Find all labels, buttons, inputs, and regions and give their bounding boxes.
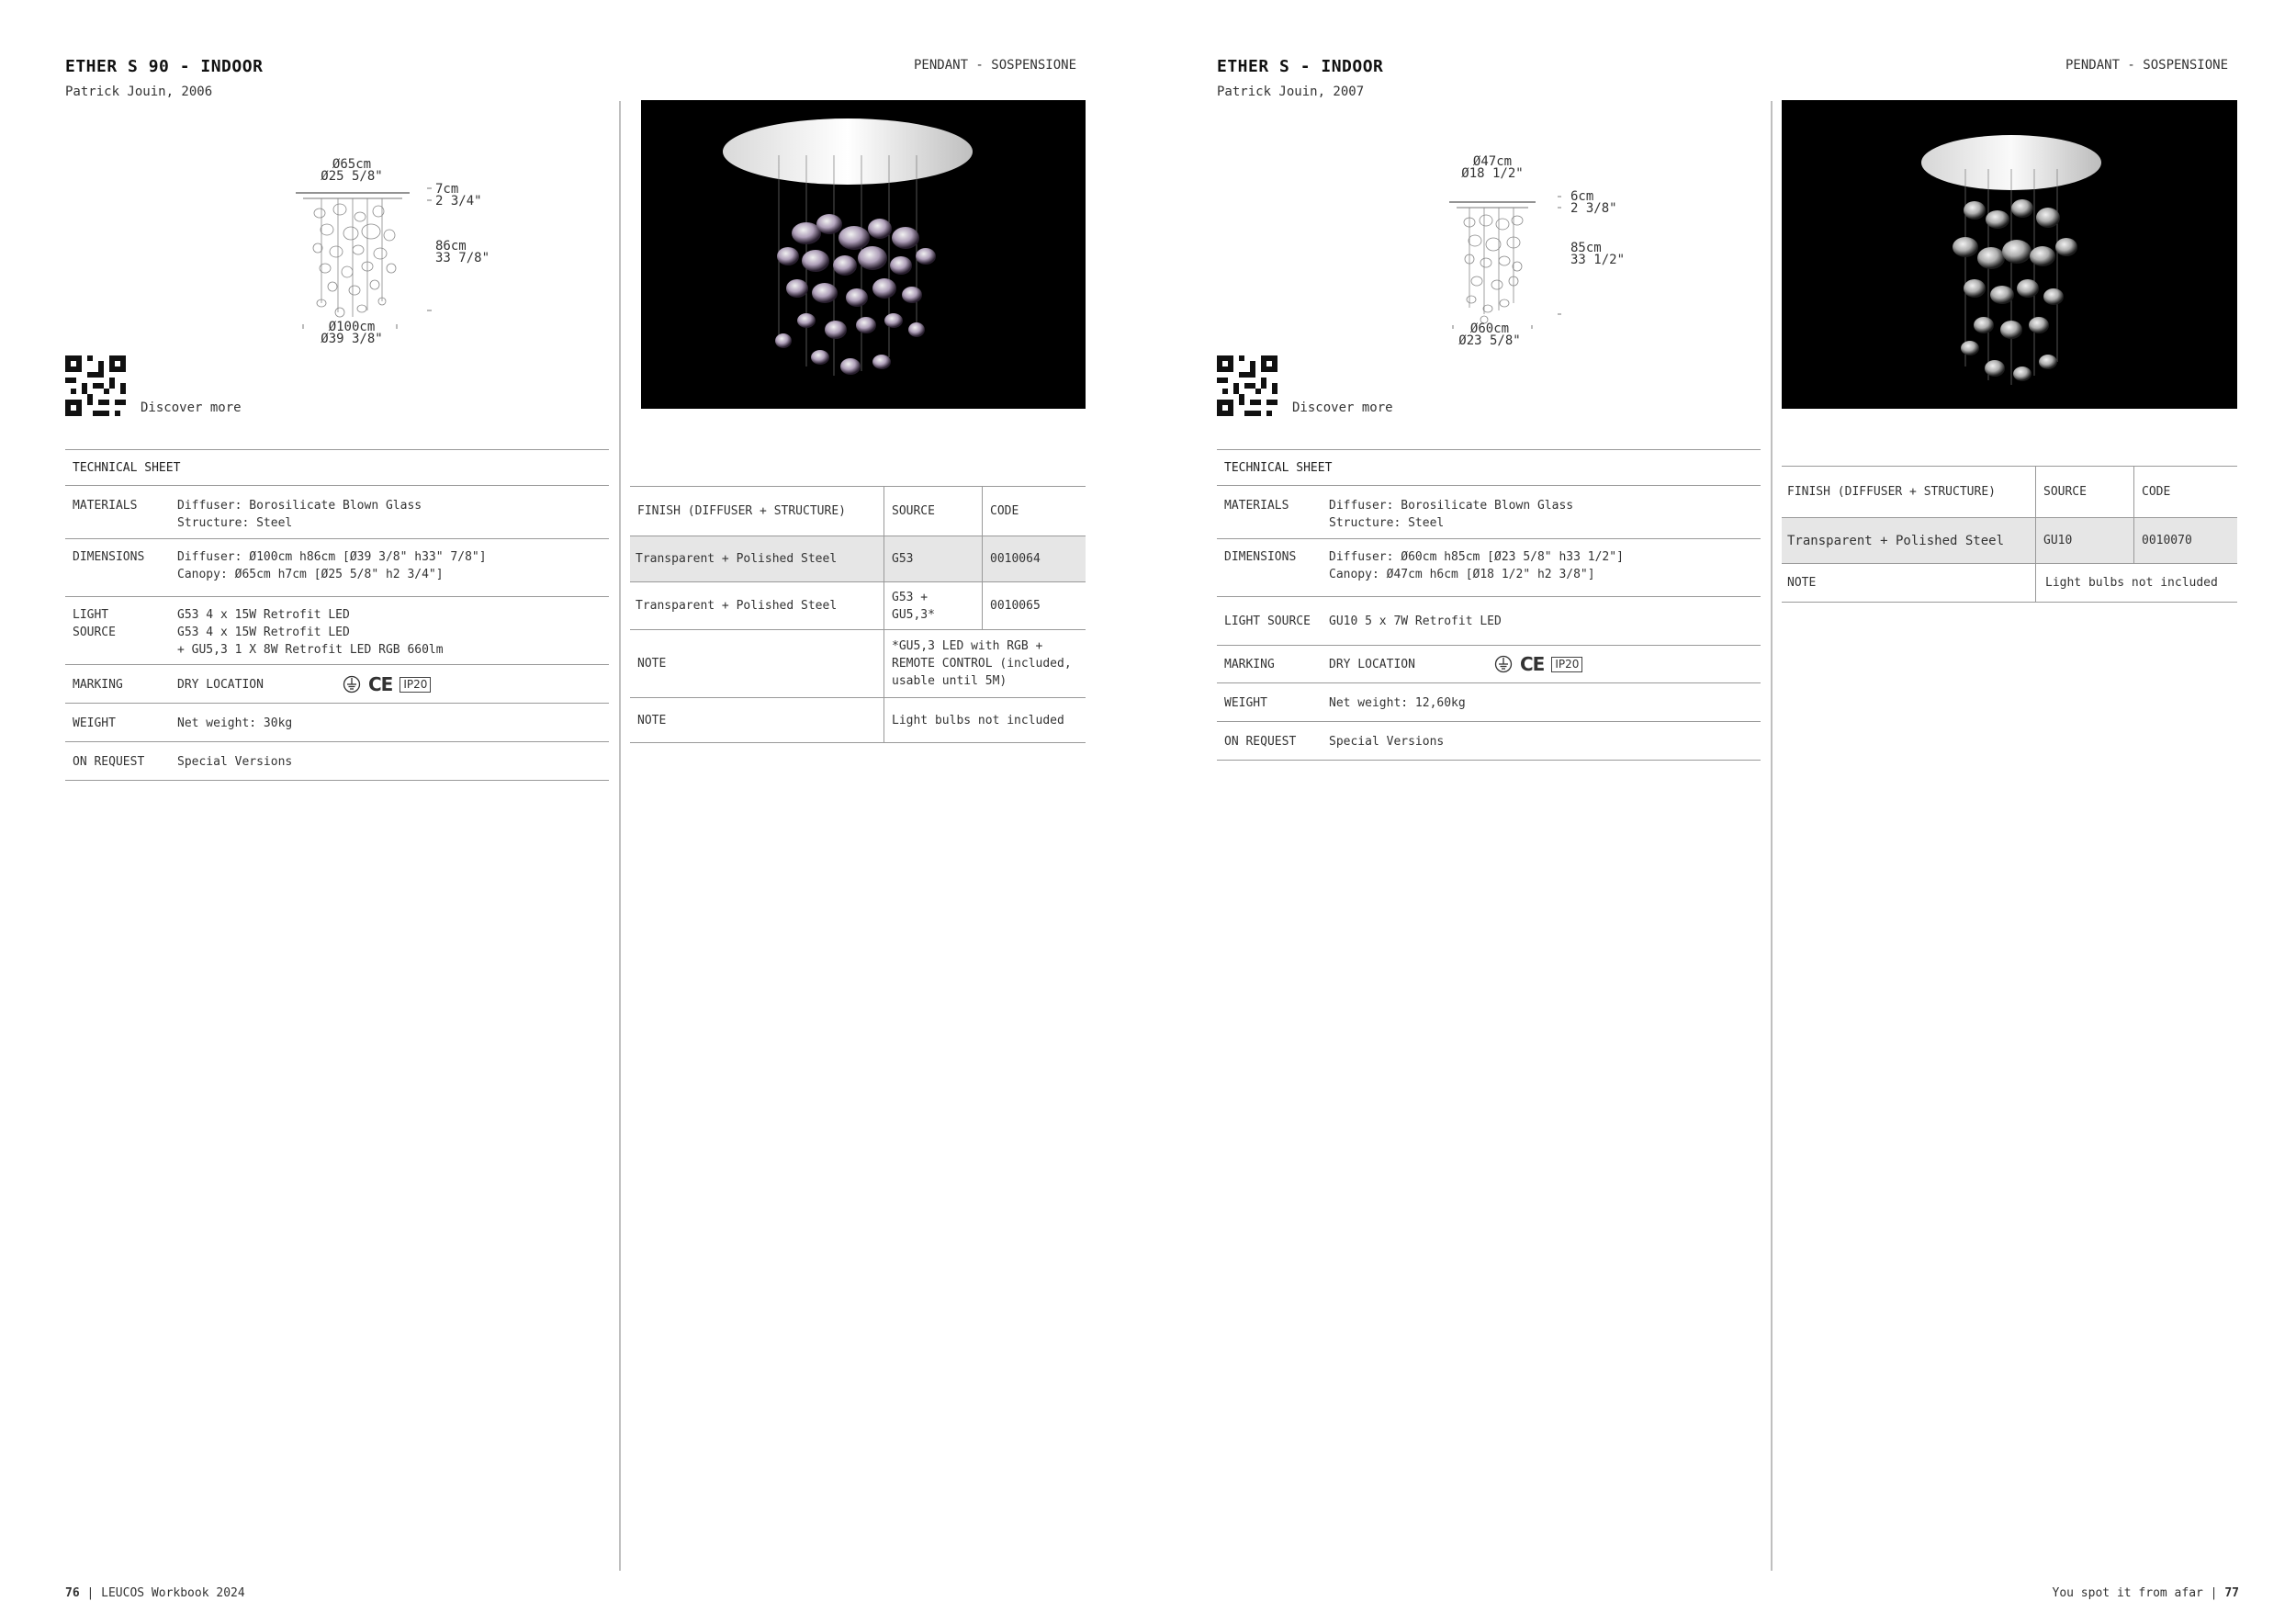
tech-key: LIGHT SOURCE [1224, 615, 1311, 628]
note-row [630, 630, 1086, 698]
dim-canopy-height: 7cm 2 3/4" [435, 182, 482, 209]
tech-value: Special Versions [177, 755, 293, 769]
ce-mark-icon: CE [1520, 653, 1545, 675]
source-cell: GU10 [2036, 518, 2134, 564]
tech-key: ON REQUEST [73, 755, 145, 769]
tech-value: Net weight: 12,60kg [1329, 696, 1466, 710]
chandelier-sketch-icon [276, 156, 533, 349]
tech-key: DIMENSIONS [73, 550, 145, 564]
tech-row-weight [1217, 683, 1761, 722]
technical-sheet-header: TECHNICAL SHEET [65, 449, 609, 486]
finish-cell: Transparent + Polished Steel [630, 582, 884, 630]
page-number: 76 [65, 1586, 80, 1600]
finish-table [1782, 466, 2237, 603]
code-cell: 0010065 [983, 582, 1086, 630]
tech-value: Net weight: 30kg [177, 716, 293, 730]
product-designer: Patrick Jouin, 2006 [65, 85, 213, 99]
tech-row-on-request [1217, 722, 1761, 761]
certification-marks [343, 673, 431, 695]
discover-more-link[interactable]: Discover more [1292, 400, 1393, 415]
product-designer: Patrick Jouin, 2007 [1217, 85, 1365, 99]
tech-value: GU10 5 x 7W Retrofit LED [1329, 615, 1502, 628]
note-value: Light bulbs not included [884, 698, 1086, 743]
tech-row-on-request [65, 742, 609, 781]
finish-col-header: FINISH (DIFFUSER + STRUCTURE) [1782, 467, 2036, 518]
tech-row-materials [65, 486, 609, 539]
ground-symbol-icon [343, 675, 361, 694]
qr-code-icon[interactable] [1217, 355, 1277, 416]
tech-value: DRY LOCATION [1329, 658, 1415, 671]
tech-key: DIMENSIONS [1224, 550, 1297, 564]
product-title: ETHER S 90 - INDOOR [65, 57, 264, 76]
tech-value: G53 4 x 15W Retrofit LED G53 4 x 15W Retrofit LED + GU5,3 1 X 8W Retrofit LED RGB 660lm [177, 608, 444, 657]
finish-table [630, 486, 1086, 743]
tech-value: Diffuser: Ø100cm h86cm [Ø39 3/8" h33" 7/8"] Canopy: Ø65cm h7cm [Ø25 5/8" h2 3/4"] [177, 550, 487, 581]
code-col-header: CODE [983, 487, 1086, 536]
note-value: *GU5,3 LED with RGB + REMOTE CONTROL (included, usable until 5M) [884, 630, 1086, 698]
source-cell: G53 + GU5,3* [884, 582, 983, 630]
tech-row-dimensions [1217, 539, 1761, 597]
note-row [1782, 564, 2237, 603]
note-row [630, 698, 1086, 743]
tech-key: WEIGHT [1224, 696, 1267, 710]
tech-key: MATERIALS [73, 499, 138, 513]
tech-row-dimensions [65, 539, 609, 597]
finish-header-row [1782, 467, 2237, 518]
dim-top-diameter: Ø47cm Ø18 1/2" [1461, 154, 1524, 181]
tech-row-light-source [65, 597, 609, 665]
dim-total-height: 86cm 33 7/8" [435, 239, 490, 265]
product-title: ETHER S - INDOOR [1217, 57, 1384, 76]
tech-key: WEIGHT [73, 716, 116, 730]
ip-rating-badge: IP20 [1551, 657, 1582, 672]
dim-canopy-height: 6cm 2 3/8" [1570, 189, 1617, 216]
tech-value: DRY LOCATION [177, 678, 264, 692]
certification-marks [1494, 653, 1582, 675]
footer-text: You spot it from afar | [2052, 1586, 2218, 1600]
footer-text: | LEUCOS Workbook 2024 [86, 1586, 245, 1600]
technical-sheet-header: TECHNICAL SHEET [1217, 449, 1761, 486]
tech-value: Diffuser: Borosilicate Blown Glass Structure: Steel [1329, 499, 1574, 530]
note-value: Light bulbs not included [2036, 564, 2238, 603]
chandelier-photo-icon [1782, 100, 2237, 409]
ground-symbol-icon [1494, 655, 1513, 673]
dim-top-diameter: Ø65cm Ø25 5/8" [321, 157, 383, 184]
product-photo [641, 100, 1086, 409]
ip-rating-badge: IP20 [400, 677, 431, 693]
dim-bottom-diameter: Ø100cm Ø39 3/8" [321, 320, 383, 346]
note-key: NOTE [630, 630, 884, 698]
table-row [1782, 518, 2237, 564]
discover-more-link[interactable]: Discover more [141, 400, 242, 415]
tech-key: LIGHT SOURCE [73, 608, 116, 639]
dim-bottom-diameter: Ø60cm Ø23 5/8" [1458, 321, 1521, 348]
dimension-drawing [276, 156, 533, 349]
page-footer-right [2053, 1586, 2240, 1600]
finish-header-row [630, 487, 1086, 536]
finish-col-header: FINISH (DIFFUSER + STRUCTURE) [630, 487, 884, 536]
finish-cell: Transparent + Polished Steel [630, 536, 884, 582]
chandelier-photo-icon [641, 100, 1086, 409]
code-cell: 0010070 [2134, 518, 2238, 564]
product-category: PENDANT - SOSPENSIONE [914, 58, 1077, 73]
dim-total-height: 85cm 33 1/2" [1570, 241, 1626, 267]
tech-row-weight [65, 704, 609, 742]
source-col-header: SOURCE [884, 487, 983, 536]
tech-key: MATERIALS [1224, 499, 1289, 513]
source-cell: G53 [884, 536, 983, 582]
tech-value: Diffuser: Ø60cm h85cm [Ø23 5/8" h33 1/2"] Canopy: Ø47cm h6cm [Ø18 1/2" h2 3/8"] [1329, 550, 1624, 581]
tech-row-materials [1217, 486, 1761, 539]
tech-key: ON REQUEST [1224, 735, 1297, 749]
ce-mark-icon: CE [368, 673, 393, 695]
column-divider [1771, 101, 1773, 1571]
note-key: NOTE [630, 698, 884, 743]
tech-row-marking [65, 665, 609, 704]
tech-row-light-source [1217, 597, 1761, 646]
product-category: PENDANT - SOSPENSIONE [2065, 58, 2229, 73]
table-row [630, 536, 1086, 582]
note-key: NOTE [1782, 564, 2036, 603]
code-cell: 0010064 [983, 536, 1086, 582]
page-footer-left [65, 1586, 245, 1600]
page-number: 77 [2224, 1586, 2239, 1600]
tech-value: Diffuser: Borosilicate Blown Glass Structure: Steel [177, 499, 422, 530]
tech-key: MARKING [1224, 658, 1275, 671]
table-row [630, 582, 1086, 630]
tech-row-marking [1217, 646, 1761, 683]
tech-key: MARKING [73, 678, 123, 692]
tech-value: Special Versions [1329, 735, 1445, 749]
product-photo [1782, 100, 2237, 409]
source-col-header: SOURCE [2036, 467, 2134, 518]
code-col-header: CODE [2134, 467, 2238, 518]
qr-code-icon[interactable] [65, 355, 126, 416]
finish-cell: Transparent + Polished Steel [1782, 518, 2036, 564]
column-divider [619, 101, 621, 1571]
